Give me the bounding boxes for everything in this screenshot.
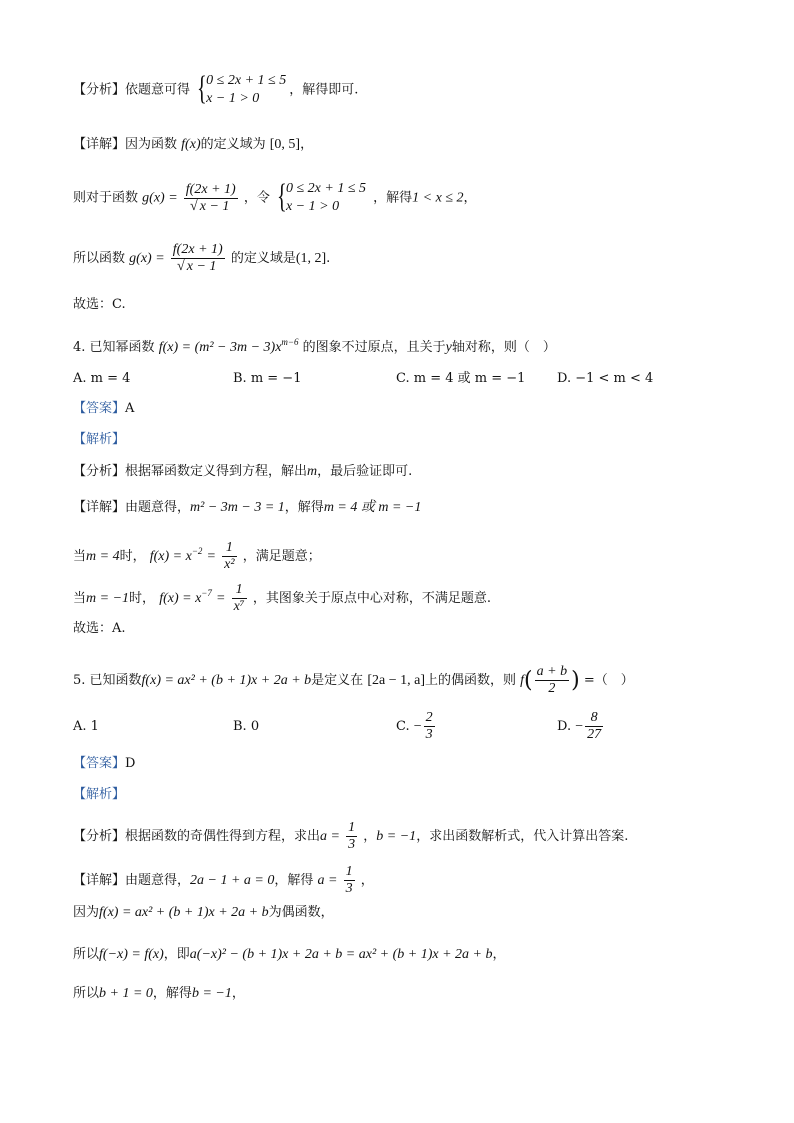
q5-analysis-label: 【解析】 [73,787,126,802]
q4-case-1: 当m = 4时， $f(x) = x^{-2}$ = $\frac{1}{\text{x²}}$ ，满足题意； [73,540,321,572]
inequality-system: { 0 ≤ 2x + 1 ≤ 5 x − 1 > 0 [276,178,366,215]
q5-option-c[interactable]: C. − $\frac{2}{3}$ [396,710,433,742]
q4-option-b[interactable]: B. m = −1 [233,371,302,386]
q5-options [73,710,733,746]
analysis-line-1: 【分析】依题意可得 { 0 ≤ 2x + 1 ≤ 5 x − 1 > 0 ，解得即可. [73,70,359,107]
q4-detail: 【详解】由题意得，m² − 3m − 3 = 1，解得m = 4 或 m = −1 [73,500,422,515]
q5-detail: 【详解】由题意得，2a − 1 + a = 0，解得 a = $\frac{1}{3}$ ， [73,864,374,896]
fraction: $\frac{1}{3}$ [348,820,356,852]
q4-answer: 【答案】A [73,401,135,416]
fraction: $\frac{1}{\text{x⁷}}$ [233,582,245,614]
detail-line-3: 所以函数 g(x) = $\frac{f(2x + 1)}{√ x - 1}$ 的定义域是(1, 2]. [73,242,331,274]
fraction: $\frac{f(2x + 1)}{√ x - 1}$ [172,242,223,274]
q5-line-3: 所以b + 1 = 0，解得b = −1， [73,986,245,1001]
fraction: $\frac{a + b}{2}$ [536,664,568,696]
q4-analysis-label: 【解析】 [73,432,126,447]
q5-line-1: 因为f(x) = ax² + (b + 1)x + 2a + b为偶函数， [73,905,334,920]
q5-answer: 【答案】D [73,756,136,771]
fraction: $\frac{1}{3}$ [345,864,353,896]
detail-tag: 【详解】 [73,137,126,152]
detail-line-1: 【详解】因为函数 f(x)的定义域为 [0, 5]， [73,137,314,152]
q5-option-b[interactable]: B. 0 [233,719,260,734]
fraction: $\frac{f(2x + 1)}{√ x - 1}$ [185,181,236,214]
q5-option-a[interactable]: A. 1 [73,719,99,734]
q4-case-2: 当m = −1时， $f(x) = x^{-7}$ = $\frac{1}{\text{x⁷}}$ ，其图象关于原点中心对称，不满足题意. [73,582,491,614]
q5-line-2: 所以f(−x) = f(x)，即a(−x)² − (b + 1)x + 2a + b = ax² + (b + 1)x + 2a + b， [73,947,506,962]
detail-line-2: 则对于函数 g(x) = $\frac{f(2x + 1)}{√ x - 1}$ ，令 { 0 ≤ 2x + 1 ≤ 5 x − 1 > 0 ，解得1 < x ≤ 2， [73,178,477,215]
q4-option-a[interactable]: A. m = 4 [73,371,131,386]
q4-options [73,370,733,388]
q5-option-d[interactable]: D. − $\frac{8}{27}$ [557,710,602,742]
q4-stem: 4. 已知幂函数 $f(x) = (m^2 - 3m - 3)x^{m-6}$ 的图象不过原点，且关于y轴对称，则（ ） [73,337,556,355]
q4-option-d[interactable]: D. −1 < m < 4 [557,371,654,386]
choose-a: 故选：A. [73,621,126,636]
q5-analysis: 【分析】根据函数的奇偶性得到方程，求出a = $\frac{1}{3}$ ，b = −1，求出函数解析式，代入计算出答案. [73,820,629,852]
q5-stem: 5. 已知函数f(x) = ax² + (b + 1)x + 2a + b是定义在 [2a − 1, a]上的偶函数，则 f( $\frac{a + b}{2}$ ) =（ ） [73,664,634,696]
analysis-tag: 【分析】 [73,82,126,98]
choose-c: 故选：C. [73,297,126,312]
q4-option-c[interactable]: C. m = 4 或 m = −1 [396,371,526,386]
q4-analysis: 【分析】根据幂函数定义得到方程，解出m，最后验证即可. [73,464,413,479]
inequality-system: { 0 ≤ 2x + 1 ≤ 5 x − 1 > 0 [197,70,287,107]
fraction: $\frac{1}{\text{x²}}$ [224,540,235,572]
